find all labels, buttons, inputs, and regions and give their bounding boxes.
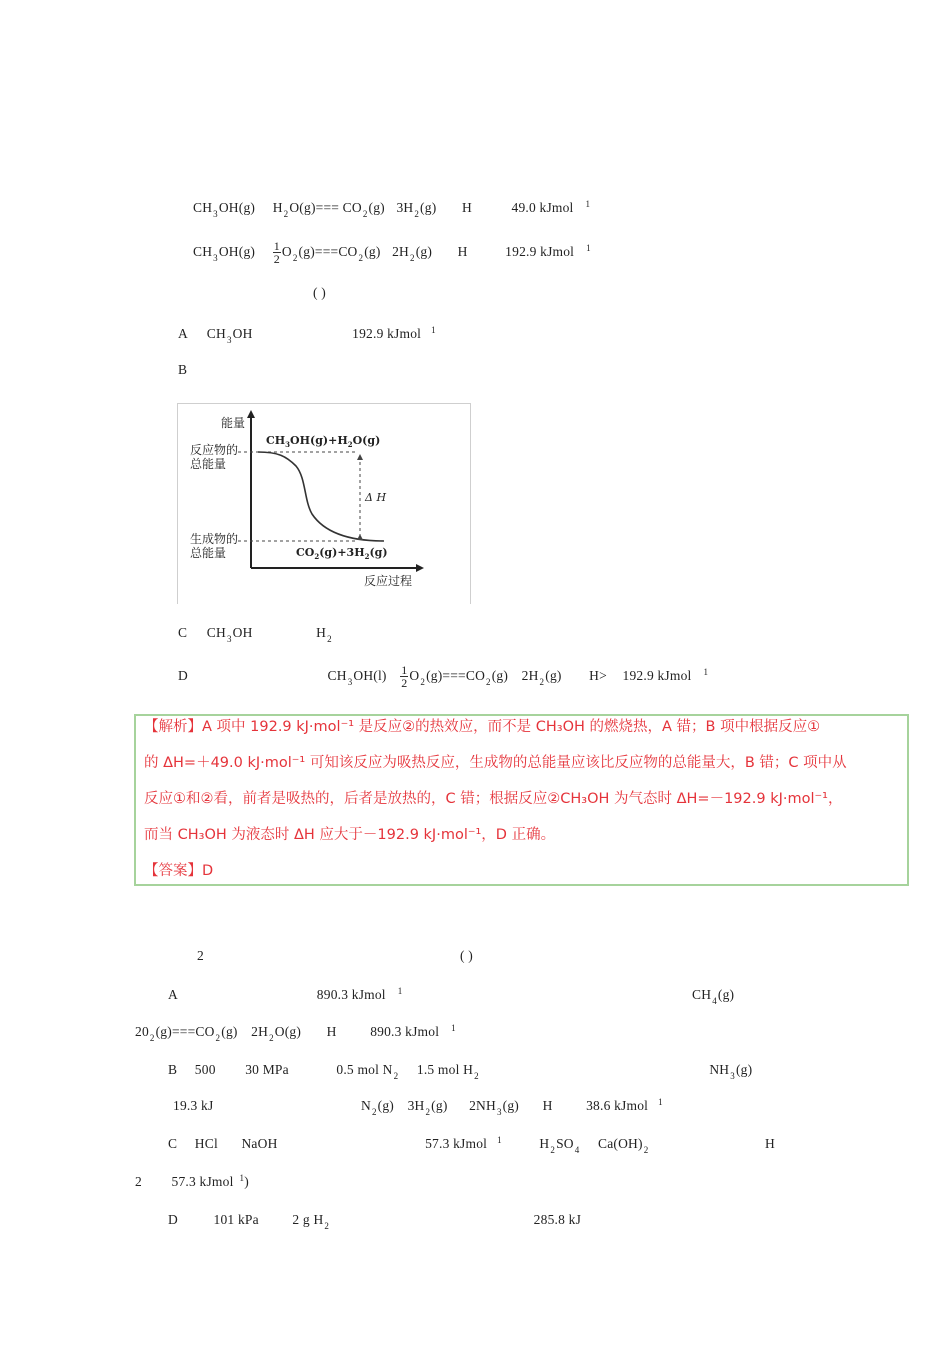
product-energy-label: 生成物的 总能量: [190, 532, 239, 560]
energy-diagram: [177, 403, 471, 604]
analysis-line-2: 的 ΔH=＋49.0 kJ·mol⁻¹ 可知该反应为吸热反应，生成物的总能量应该比反应物的总能量大，B 错；C 项中从: [144, 755, 847, 771]
x-axis-label: 反应过程: [364, 574, 413, 588]
q2-option-b[interactable]: B 500 30 MPa 0.5 mol $N_2$ 1.5 mol $H_2$ $NH_3(g)$: [168, 1062, 753, 1081]
q1-option-c[interactable]: C $CH_3OH$ $H_2$: [178, 625, 332, 644]
q1-answer-paren: ( ): [313, 285, 326, 300]
fraction-half: $\frac{1}{2}$: [273, 239, 280, 267]
analysis-line-1: 【解析】A 项中 192.9 kJ·mol⁻¹ 是反应②的热效应，而不是 CH₃OH 的燃烧热，A 错；B 项中根据反应①: [144, 719, 821, 735]
q1-option-d[interactable]: D $CH_3OH(l)$ $\frac{1}{2}$ $O_2(g)===CO_2(g)$ $2H_2(g)$ H> 192.9 kJmol $^1$: [178, 663, 709, 691]
q2-answer-paren: ( ): [460, 948, 473, 963]
q2-number: 2: [197, 948, 204, 963]
analysis-box: [134, 714, 909, 886]
products-formula: $CO_2(g)+3H_2(g)$: [296, 546, 388, 561]
reactants-formula: $CH_3OH(g)+H_2O(g)$: [266, 434, 381, 449]
answer-line: 【答案】D: [144, 863, 214, 879]
q1-option-b[interactable]: B: [178, 362, 188, 377]
reactant-energy-label: 反应物的 总能量: [190, 443, 239, 471]
y-axis-label: 能量: [221, 416, 246, 430]
q2-option-c[interactable]: C HCl NaOH 57.3 kJmol $^1$ $H_2SO_4$ $Ca(OH)_2$ H: [168, 1135, 775, 1155]
analysis-line-4: 而当 CH₃OH 为液态时 ΔH 应大于－192.9 kJ·mol⁻¹，D 正确。: [144, 827, 556, 843]
analysis-line-3: 反应①和②看，前者是吸热的，后者是放热的，C 错；根据反应②CH₃OH 为气态时 ΔH=－192.9 kJ·mol⁻¹，: [144, 791, 843, 807]
equation-1: $CH_3OH(g)$ $H_2O(g)=== CO_2(g)$ $3H_2(g)$ H 49.0 kJmol $^1$: [193, 199, 591, 219]
delta-h-label: Δ H: [365, 491, 387, 504]
q2-option-d[interactable]: D 101 kPa 2 g $H_2$ 285.8 kJ: [168, 1212, 582, 1231]
q2-option-c-line2: 2 57.3 kJmol $^1$): [135, 1173, 249, 1189]
fraction-half: $\frac{1}{2}$: [401, 663, 408, 691]
q1-option-a[interactable]: A $CH_3OH$ 192.9 kJmol $^1$: [178, 325, 436, 345]
q2-option-a-equation: $20_2(g)===CO_2(g)$ $2H_2O(g)$ H 890.3 kJmol $^1$: [135, 1023, 456, 1043]
q2-option-a[interactable]: A 890.3 kJmol $^1$ $CH_4(g)$: [168, 986, 735, 1006]
q2-option-b-line2: 19.3 kJ $N_2(g)$ $3H_2(g)$ $2NH_3(g)$ H 38.6 kJmol $^1$: [173, 1097, 663, 1117]
equation-2: $CH_3OH(g)$ $\frac{1}{2}$ $O_2(g)===CO_2(g)$ $2H_2(g)$ H 192.9 kJmol $^1$: [193, 239, 591, 267]
